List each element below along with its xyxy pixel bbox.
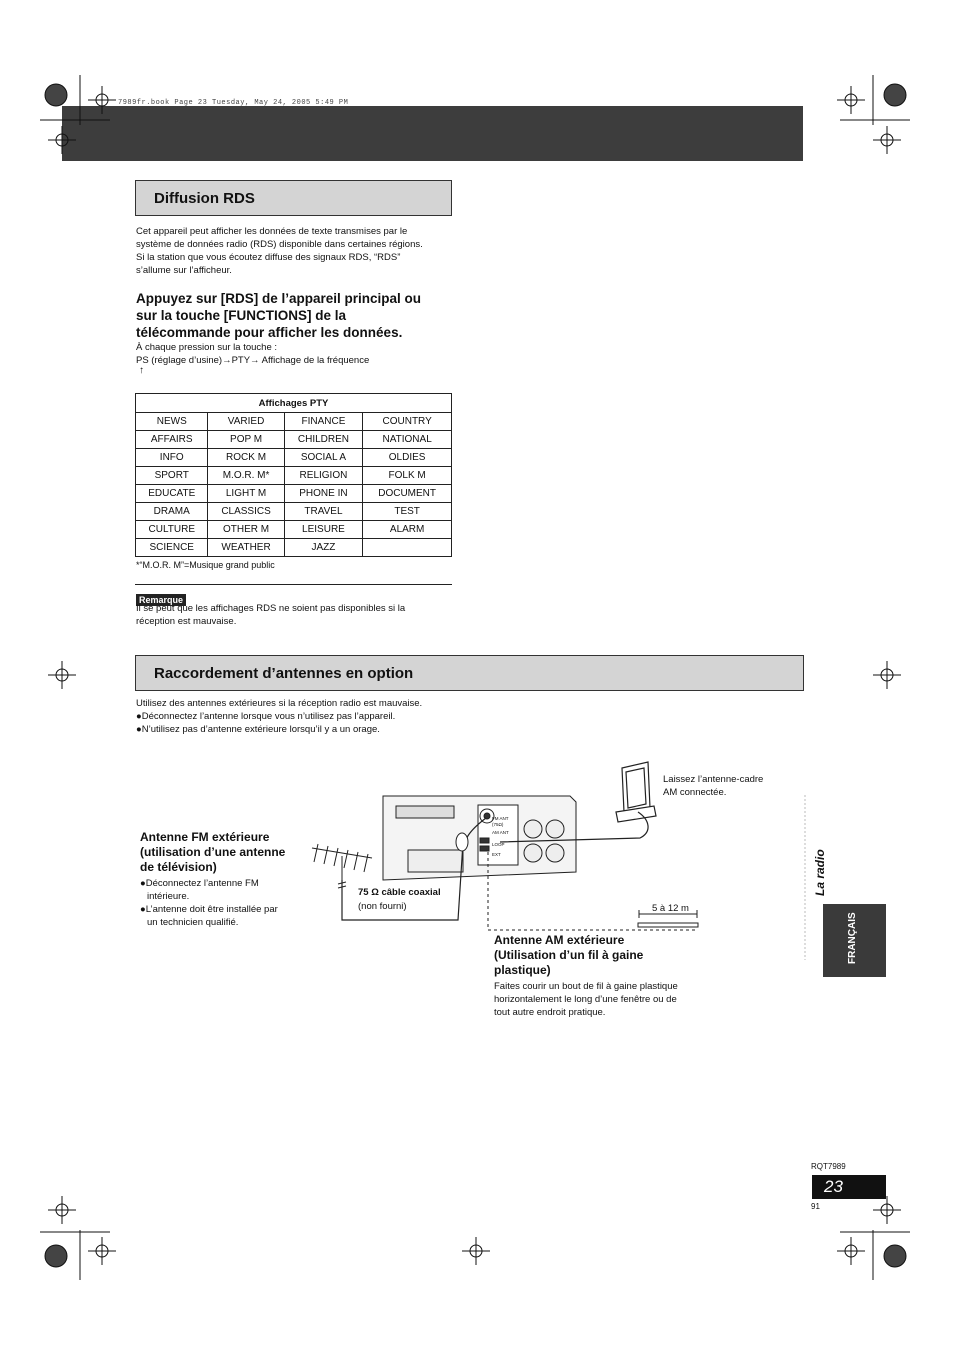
pty-table-header: Affichages PTY <box>136 394 452 413</box>
section-antenna-title: Raccordement d’antennes en option <box>154 665 414 682</box>
fm-antenna-icon <box>312 844 372 890</box>
table-cell: TRAVEL <box>284 503 363 521</box>
am-text-line: tout autre endroit pratique. <box>494 1007 606 1018</box>
page-number: 23 <box>824 1177 843 1196</box>
receiver-unit <box>383 796 576 880</box>
fm-note-line: ●Déconnectez l’antenne FM <box>140 878 259 889</box>
rds-intro-line: s’allume sur l’afficheur. <box>136 265 232 276</box>
fm-title-line: de télévision) <box>140 860 217 874</box>
table-cell: POP M <box>208 431 284 449</box>
table-cell: PHONE IN <box>284 485 363 503</box>
table-cell: DOCUMENT <box>363 485 452 503</box>
note-line: réception est mauvaise. <box>136 616 237 627</box>
table-cell: OTHER M <box>208 521 284 539</box>
loop-note-line: Laissez l’antenne-cadre <box>663 774 764 785</box>
model-number: RQT7989 <box>811 1162 846 1171</box>
terminal-label: AM ANT <box>492 830 509 835</box>
table-cell: NATIONAL <box>363 431 452 449</box>
fm-title-line: Antenne FM extérieure <box>140 830 270 844</box>
antenna-line: ●Déconnectez l’antenne lorsque vous n’utilisez pas l’appareil. <box>136 711 396 722</box>
pty-footnote: *“M.O.R. M”=Musique grand public <box>136 560 275 570</box>
table-cell: LEISURE <box>284 521 363 539</box>
table-cell: SPORT <box>136 467 208 485</box>
section-rds-title: Diffusion RDS <box>154 190 255 207</box>
table-cell: WEATHER <box>208 539 284 557</box>
page-number-box <box>812 1175 886 1199</box>
table-cell: OLDIES <box>363 449 452 467</box>
rds-intro-line: système de données radio (RDS) disponible dans certaines régions. <box>136 239 423 250</box>
note-label: Remarque <box>136 594 186 606</box>
table-cell: VARIED <box>208 413 284 431</box>
table-cell: TEST <box>363 503 452 521</box>
terminal-label: LOOP <box>492 842 505 847</box>
sequence-text: PS (réglage d’usine)→PTY→ Affichage de la fréquence <box>136 355 370 366</box>
distance-label: 5 à 12 m <box>652 903 689 914</box>
terminal-label: (75Ω) <box>492 822 504 827</box>
table-cell: ROCK M <box>208 449 284 467</box>
rds-intro-line: Si la station que vous écoutez diffuse des signaux RDS, “RDS” <box>136 252 401 263</box>
table-cell: SCIENCE <box>136 539 208 557</box>
press-note: À chaque pression sur la touche : <box>136 342 278 353</box>
table-cell: SOCIAL A <box>284 449 363 467</box>
table-cell: FOLK M <box>363 467 452 485</box>
table-cell: LIGHT M <box>208 485 284 503</box>
antenna-line: ●N’utilisez pas d’antenne extérieure lorsqu’il y a un orage. <box>136 724 380 735</box>
fm-title-line: (utilisation d’une antenne <box>140 845 286 859</box>
table-cell: INFO <box>136 449 208 467</box>
fm-antenna-notes <box>140 877 310 929</box>
table-cell: EDUCATE <box>136 485 208 503</box>
side-section-label: La radio <box>813 849 827 896</box>
rds-instruction-line: sur la touche [FUNCTIONS] de la <box>136 308 347 323</box>
terminal-label: EXT <box>492 852 501 857</box>
loop-note-line: AM connectée. <box>663 787 727 798</box>
fm-antenna-title <box>140 830 310 875</box>
table-cell: CLASSICS <box>208 503 284 521</box>
fm-note-line: un technicien qualifié. <box>147 917 239 928</box>
language-tab <box>823 904 886 977</box>
table-cell: AFFAIRS <box>136 431 208 449</box>
table-cell: CHILDREN <box>284 431 363 449</box>
am-antenna-text <box>494 980 724 1019</box>
coax-note: (non fourni) <box>358 901 407 912</box>
am-title-line: (Utilisation d’un fil à gaine <box>494 948 644 962</box>
registration-marks <box>40 75 910 1280</box>
language-tab-label: FRANÇAIS <box>847 912 858 964</box>
coax-plug <box>456 833 468 851</box>
rds-instruction-line: Appuyez sur [RDS] de l’appareil principal ou <box>136 291 422 306</box>
am-text-line: Faites courir un bout de fil à gaine plastique <box>494 981 678 992</box>
table-cell: NEWS <box>136 413 208 431</box>
am-antenna-title <box>494 933 704 978</box>
sequence-number: 91 <box>811 1202 820 1211</box>
return-arrow-icon: ↑ <box>139 365 144 376</box>
fm-note-line: intérieure. <box>147 891 190 902</box>
am-wire <box>638 923 698 927</box>
table-cell: ALARM <box>363 521 452 539</box>
coax-label: 75 Ω câble coaxial <box>358 887 441 898</box>
table-cell: CULTURE <box>136 521 208 539</box>
antenna-line: Utilisez des antennes extérieures si la réception radio est mauvaise. <box>136 698 423 709</box>
am-text-line: horizontalement le long d’une fenêtre ou de <box>494 994 677 1005</box>
note-line: Il se peut que les affichages RDS ne soient pas disponibles si la <box>136 603 406 614</box>
am-title-line: plastique) <box>494 963 551 977</box>
fm-note-line: ●L’antenne doit être installée par <box>140 904 278 915</box>
rds-intro-line: Cet appareil peut afficher les données de texte transmises par le <box>136 226 408 237</box>
table-cell: DRAMA <box>136 503 208 521</box>
loop-note <box>663 773 793 799</box>
table-cell: COUNTRY <box>363 413 452 431</box>
table-cell: RELIGION <box>284 467 363 485</box>
table-cell: M.O.R. M* <box>208 467 284 485</box>
terminal-label: FM ANT <box>492 816 509 821</box>
table-cell: JAZZ <box>284 539 363 557</box>
rds-instruction-line: télécommande pour afficher les données. <box>136 325 403 340</box>
table-cell: FINANCE <box>284 413 363 431</box>
file-stamp: 7989fr.book Page 23 Tuesday, May 24, 2005 5:49 PM <box>118 99 349 107</box>
am-title-line: Antenne AM extérieure <box>494 933 625 947</box>
